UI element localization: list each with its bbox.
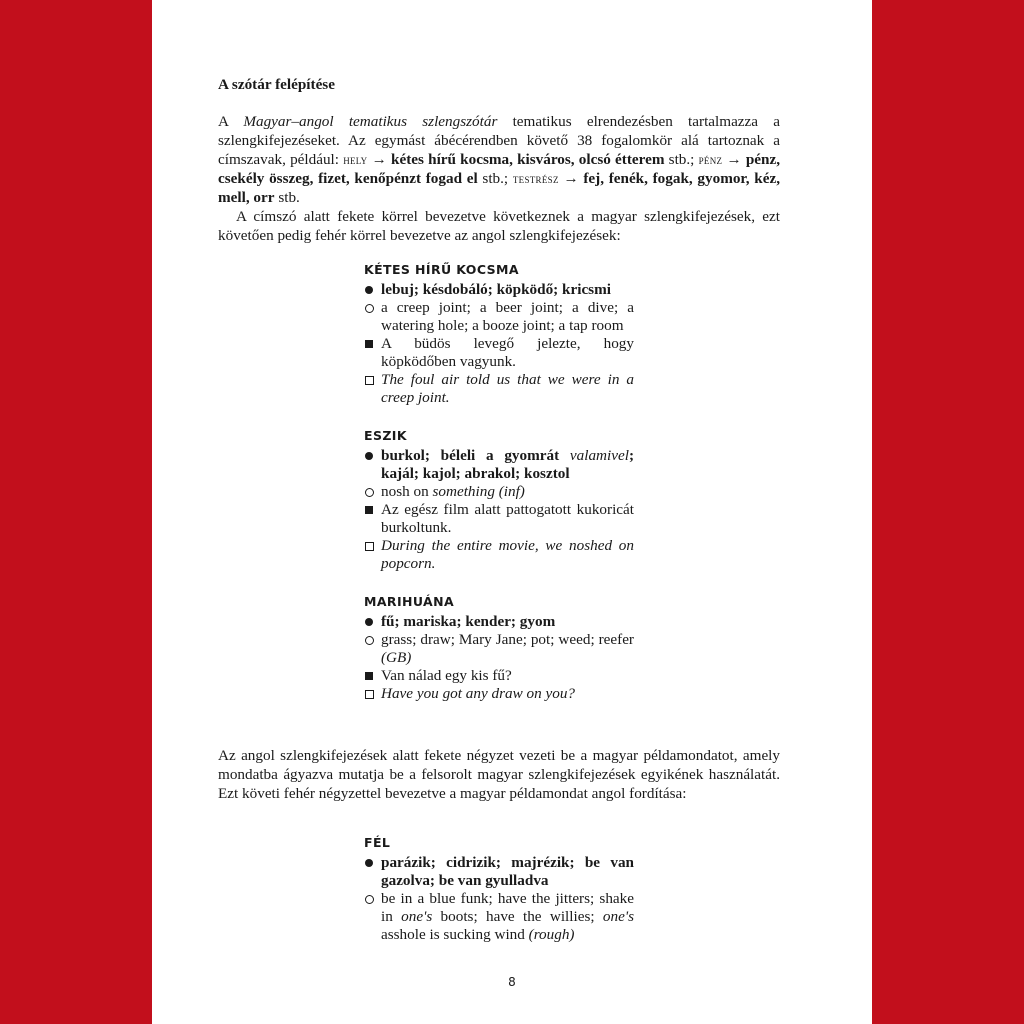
entry-title: KÉTES HÍRŰ KOCSMA [364,262,519,277]
white-circle-icon [365,488,374,497]
entry-title: ESZIK [364,428,407,443]
hungarian-slang: burkol; béleli a gyomrát valamivel; kajál; kajol; abrakol; kosztol [364,447,634,483]
hungarian-example: Az egész film alatt pattogatott kukoricát burkoltunk. [364,501,634,537]
intro-paragraph: A Magyar–angol tematikus szlengszótár tematikus elrendezésben tartalmazza a szlengkifejezéseket. Az egymást ábécérendben követő 38 fogalomkör alá tartoznak a címszavak, például: hely → kétes hírű kocsma, kisváros, olcsó étterem stb.; pénz → pénz, csekély összeg, fizet, kenőpénzt fogad el stb.; testrész → fej, fenék, fogak, gyomor, kéz, mell, orr stb. A címszó alatt fekete körrel bevezetve következnek a magyar szlengkifejezések, ezt követően pedig fehér körrel bevezetve az angol szlengkifejezések: [218,113,781,244]
entry-title: MARIHUÁNA [364,594,455,609]
black-square-icon [365,506,373,514]
english-slang: be in a blue funk; have the jitters; shake in one's boots; have the willies; one's asshole is sucking wind (rough) [364,890,634,944]
english-example: During the entire movie, we noshed on popcorn. [364,537,634,573]
black-circle-icon [365,618,373,626]
hungarian-slang: fű; mariska; kender; gyom [364,613,634,631]
black-circle-icon [365,859,373,867]
explanation-paragraph: Az angol szlengkifejezések alatt fekete négyzet vezeti be a magyar példamondatot, amely mondatba ágyazva mutatja be a felsorolt magyar szlengkifejezések egyikének használatát. Ezt követi fehér négyzettel bevezetve a magyar példamondat angol fordítása: [218,747,780,802]
white-circle-icon [365,304,374,313]
entry-ketes-hiru-kocsma [364,261,634,407]
white-circle-icon [365,895,374,904]
black-square-icon [365,672,373,680]
white-square-icon [365,690,374,699]
intro-paragraph-2: A címszó alatt fekete körrel bevezetve következnek a magyar szlengkifejezések, ezt követően pedig fehér körrel bevezetve az angol szlengkifejezések: [218,208,780,244]
hungarian-slang: lebuj; késdobáló; köpködő; kricsmi [364,281,634,299]
hungarian-example: Van nálad egy kis fű? [364,667,634,685]
left-red-border [0,0,152,1024]
section-heading: A szótár felépítése [218,76,335,93]
book-page [152,0,872,1024]
entry-title: FÉL [364,835,391,850]
black-square-icon [365,340,373,348]
white-square-icon [365,542,374,551]
entry-marihuana [364,593,634,703]
english-slang: grass; draw; Mary Jane; pot; weed; reefer (GB) [364,631,634,667]
black-circle-icon [365,452,373,460]
page-number: 8 [508,975,516,989]
entry-fel [364,834,634,944]
english-example: The foul air told us that we were in a creep joint. [364,371,634,407]
right-red-border [872,0,1024,1024]
white-circle-icon [365,636,374,645]
entry-eszik [364,427,634,573]
white-square-icon [365,376,374,385]
black-circle-icon [365,286,373,294]
hungarian-example: A büdös levegő jelezte, hogy köpködőben vagyunk. [364,335,634,371]
english-slang: a creep joint; a beer joint; a dive; a watering hole; a booze joint; a tap room [364,299,634,335]
english-slang: nosh on something (inf) [364,483,634,501]
english-example: Have you got any draw on you? [364,685,634,703]
hungarian-slang: parázik; cidrizik; majrézik; be van gazolva; be van gyulladva [364,854,634,890]
